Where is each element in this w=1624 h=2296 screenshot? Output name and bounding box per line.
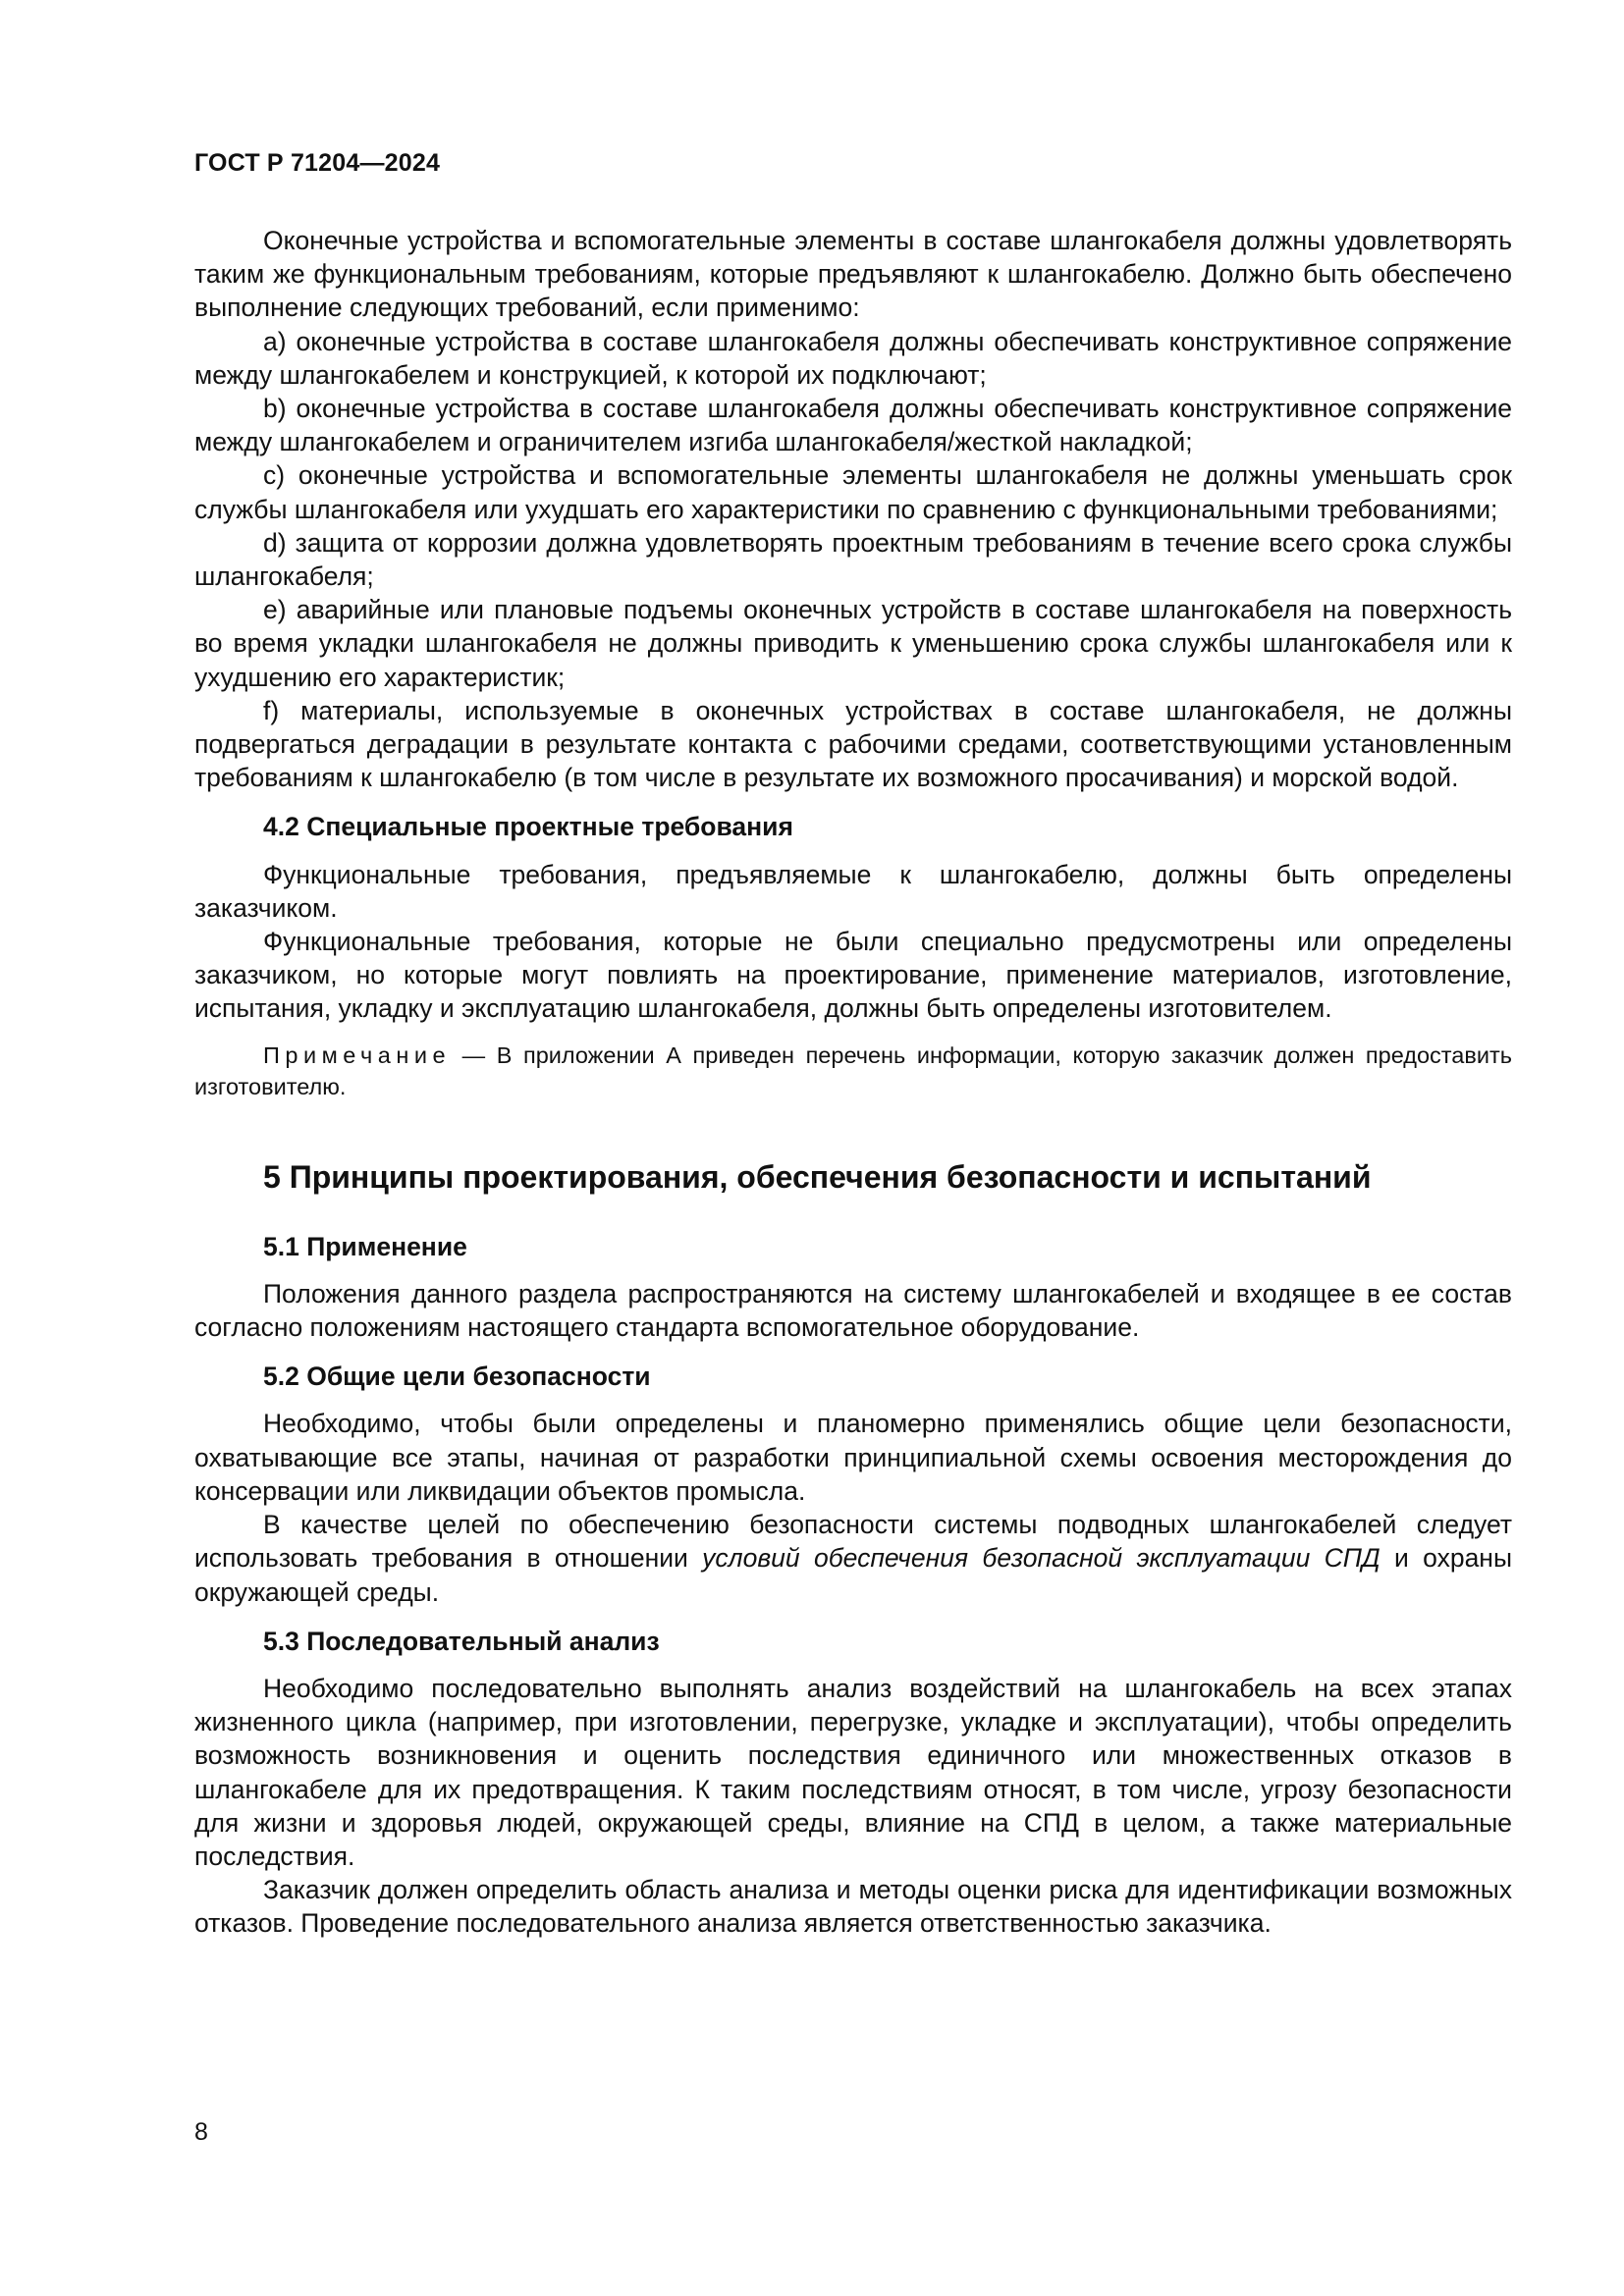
list-item-e: e) аварийные или плановые подъемы оконечных устройств в составе шлангокабеля на поверхность во время укладки шлангокабеля не должны приводить к уменьшению срока службы шлангокабеля или к ухудшению его характеристик;	[194, 595, 1512, 692]
subsection-5-2-heading: 5.2 Общие цели безопасности	[263, 1362, 651, 1392]
section-5-heading: 5 Принципы проектирования, обеспечения безопасности и испытаний	[263, 1158, 1372, 1195]
paragraph-text: В качестве целей по обеспечению безопасности системы подводных шлангокабелей следует использовать требования в отношении	[194, 1510, 1512, 1574]
subsection-5-3-paragraph-2: Заказчик должен определить область анализа и методы оценки риска для идентификации возможных отказов. Проведение последовательного анализа является ответственностью заказчика.	[194, 1875, 1512, 1939]
list-item-d: d) защита от коррозии должна удовлетворять проектным требованиям в течение всего срока службы шлангокабеля;	[194, 527, 1512, 592]
list-item-a: a) оконечные устройства в составе шлангокабеля должны обеспечивать конструктивное сопряжение между шлангокабелем и конструкцией, к которой их подключают;	[194, 326, 1512, 390]
subsection-5-1-heading: 5.1 Применение	[263, 1231, 467, 1261]
list-item-f: f) материалы, используемые в оконечных устройствах в составе шлангокабеля, не должны подвергаться деградации в результате контакта с рабочими средами, соответствующими установленным требованиям к шлангокабелю (в том числе в результате их возможного просачивания) и морской водой.	[194, 695, 1512, 793]
intro-paragraph: Оконечные устройства и вспомогательные элементы в составе шлангокабеля должны удовлетворять таким же функциональным требованиям, которые предъявляют к шлангокабелю. Должно быть обеспечено выполнение следующих требований, если применимо:	[194, 226, 1512, 323]
page-number: 8	[194, 2118, 208, 2146]
subsection-4-2-paragraph-1: Функциональные требования, предъявляемые к шлангокабелю, должны быть определены заказчиком.	[194, 859, 1512, 923]
subsection-5-2-paragraph-1: Необходимо, чтобы были определены и планомерно применялись общие цели безопасности, охватывающие все этапы, начиная от разработки принципиальной схемы освоения месторождения до консервации или ликвидации объектов промысла.	[194, 1409, 1512, 1506]
subsection-5-1-paragraph: Положения данного раздела распространяются на систему шлангокабелей и входящее в ее состав согласно положениям настоящего стандарта вспомогательное оборудование.	[194, 1278, 1512, 1343]
list-item-b: b) оконечные устройства в составе шлангокабеля должны обеспечивать конструктивное сопряжение между шлангокабелем и ограничителем изгиба шлангокабеля/жесткой накладкой;	[194, 394, 1512, 457]
subsection-4-2-heading: 4.2 Специальные проектные требования	[263, 812, 793, 842]
italic-term: условий обеспечения безопасной эксплуатации СПД	[702, 1543, 1380, 1574]
subsection-5-3-paragraph-1: Необходимо последовательно выполнять анализ воздействий на шлангокабель на всех этапах жизненного цикла (например, при изготовлении, перегрузке, укладке и эксплуатации), чтобы определить возможность возникновения и оценить последствия единичного или множественных отказов в шлангокабеле для их предотвращения. К таким последствиям относят, в том числе, угрозу безопасности для жизни и здоровья людей, окружающей среды, влияние на СПД в целом, а также материальные последствия.	[194, 1673, 1512, 1871]
note	[194, 1040, 1512, 1102]
document-code-header: ГОСТ Р 71204—2024	[194, 149, 441, 177]
paragraph-text-end: и охраны окружающей среды.	[194, 1543, 1512, 1607]
subsection-5-3-heading: 5.3 Последовательный анализ	[263, 1626, 660, 1656]
page-body	[194, 224, 1512, 1941]
subsection-5-2-paragraph-2	[194, 1508, 1512, 1609]
list-item-c: c) оконечные устройства и вспомогательные элементы шлангокабеля не должны уменьшать срок службы шлангокабеля или ухудшать его характеристики по сравнению с функциональными требованиями;	[194, 460, 1512, 524]
note-text: — В приложении А приведен перечень информации, которую заказчик должен предоставить изготовителю.	[194, 1041, 1512, 1099]
subsection-4-2-paragraph-2: Функциональные требования, которые не были специально предусмотрены или определены заказчиком, но которые могут повлиять на проектирование, применение материалов, изготовление, испытания, укладку и эксплуатацию шлангокабеля, должны быть определены изготовителем.	[194, 927, 1512, 1024]
note-label: Примечание	[263, 1041, 452, 1068]
